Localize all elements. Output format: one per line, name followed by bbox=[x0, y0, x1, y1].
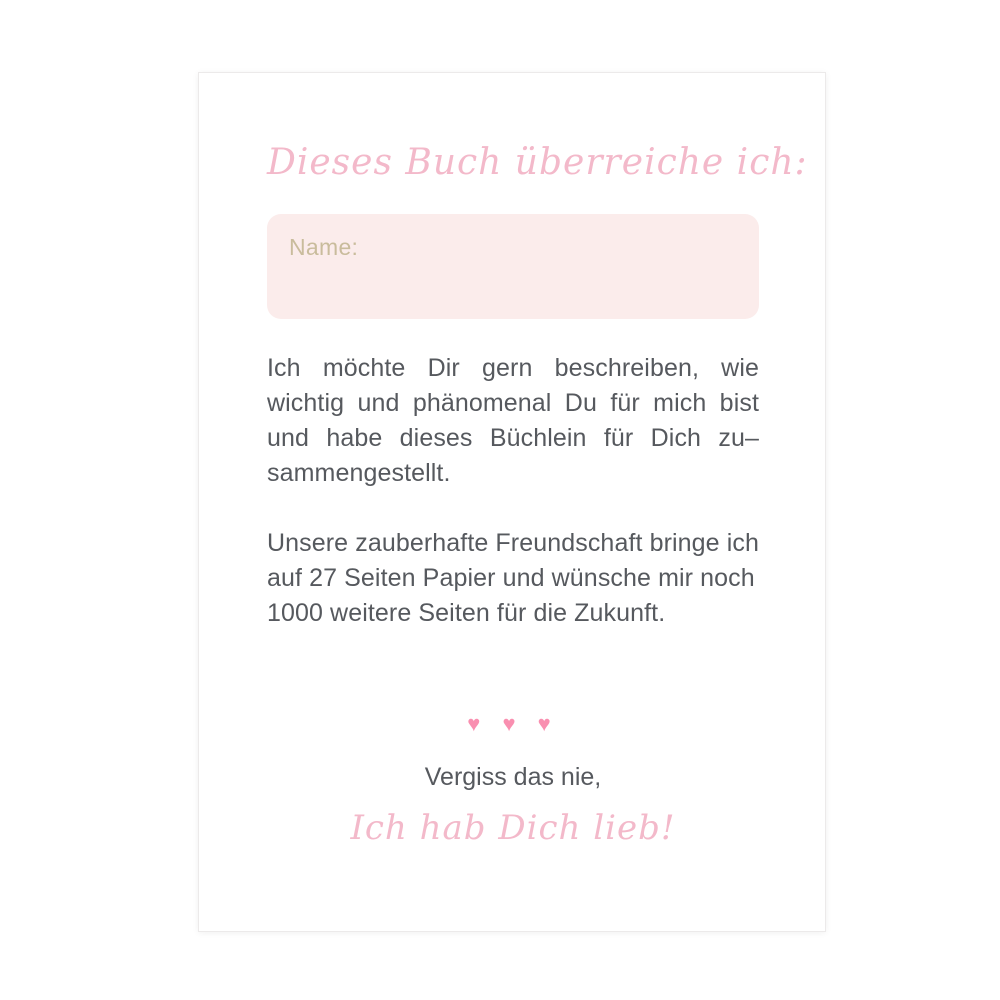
card-content bbox=[267, 73, 808, 931]
body-paragraph-1: Ich möchte Dir gern beschreiben, wie wichtig und phänomenal Du für mich bist und habe dieses Büchlein für Dich zu–sammengestellt. bbox=[267, 354, 759, 487]
greeting-card bbox=[198, 72, 826, 932]
closing-line: Vergiss das nie, bbox=[424, 763, 602, 791]
name-field-label: Name: bbox=[289, 234, 359, 260]
signature-text: Ich hab Dich lieb! bbox=[350, 808, 676, 848]
name-input[interactable] bbox=[267, 214, 759, 319]
page-title: Dieses Buch überreiche ich: bbox=[267, 142, 808, 183]
body-paragraph-2: Unsere zauberhafte Freundschaft bringe ich auf 27 Seiten Papier und wünsche mir noch 1000 weitere Seiten für die Zukunft. bbox=[267, 529, 759, 627]
heart-icon: ♥ ♥ ♥ bbox=[467, 711, 559, 736]
